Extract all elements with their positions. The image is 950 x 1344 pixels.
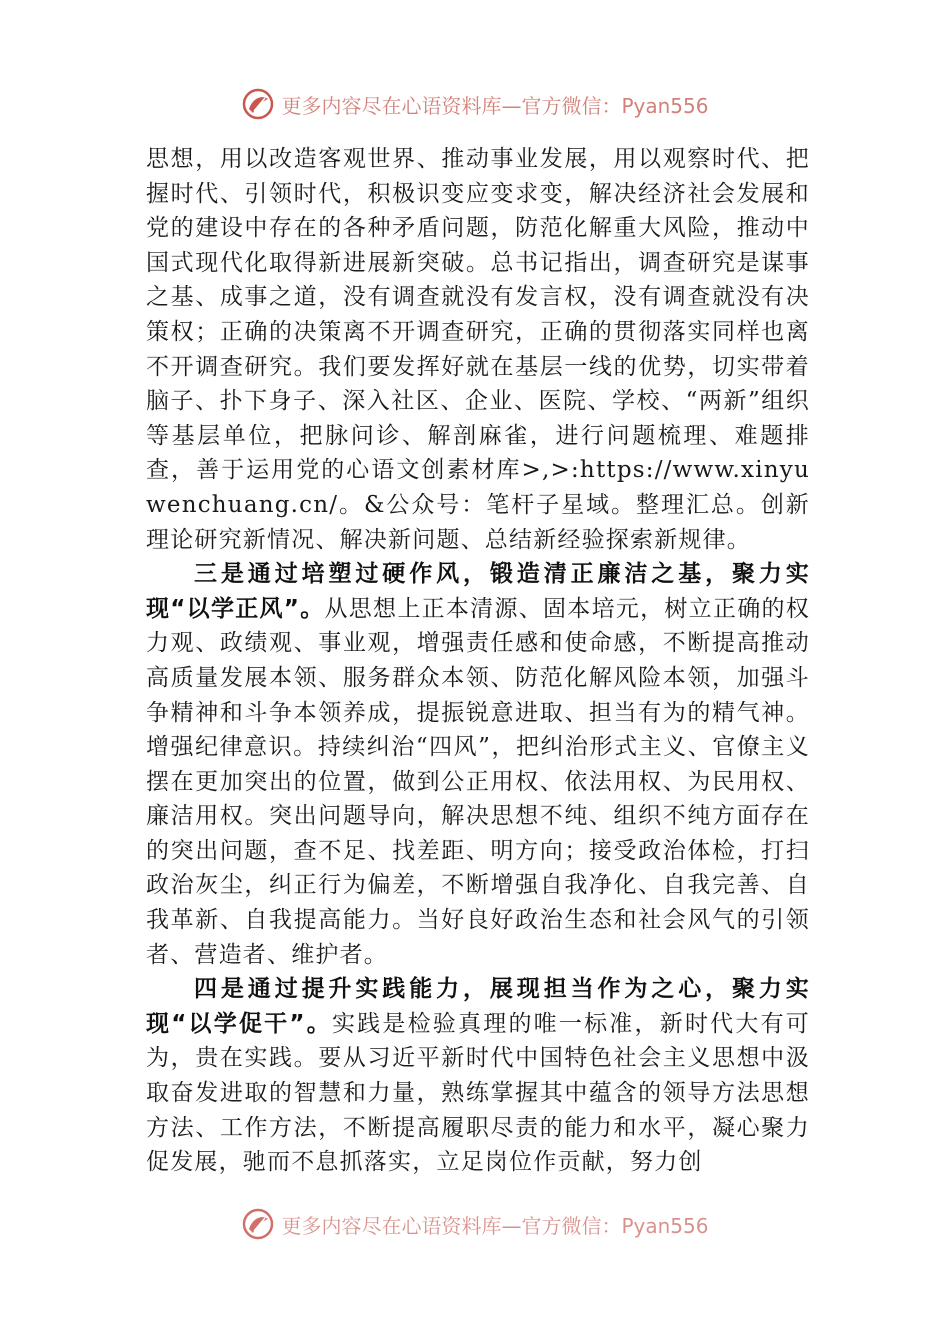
paragraph-heading: 三是通过培塑过硬作风，锻造清正廉洁之基，聚力实现“以学正风”。 (146, 561, 810, 622)
paragraph-body: 从思想上正本清源、固本培元，树立正确的权力观、政绩观、事业观，增强责任感和使命感，不断提高推动高质量发展本领、服务群众本领、防范化解风险本领，加强斗争精神和斗争本领养成，提振锐意进取、担当有为的精气神。增强纪律意识。持续纠治“四风”，把纠治形式主义、官僚主义摆在更加突出的位置，做到公正用权、依法用权、为民用权、廉洁用权。突出问题导向，解决思想不纯、组织不纯方面存在的突出问题，查不足、找差距、明方向；接受政治体检，打扫政治灰尘，纠正行为偏差，不断增强自我净化、自我完善、自我革新、自我提高能力。当好良好政治生态和社会风气的引领者、营造者、维护者。 (146, 595, 810, 968)
paragraph-1 (146, 142, 810, 557)
footer-watermark (0, 1206, 950, 1242)
paragraph-body: 思想，用以改造客观世界、推动事业发展，用以观察时代、把握时代、引领时代，积极识变应变求变，解决经济社会发展和党的建设中存在的各种矛盾问题，防范化解重大风险，推动中国式现代化取得新进展新突破。总书记指出，调查研究是谋事之基、成事之道，没有调查就没有发言权，没有调查就没有决策权；正确的决策离不开调查研究，正确的贯彻落实同样也离不开调查研究。我们要发挥好就在基层一线的优势，切实带着脑子、扑下身子、深入社区、企业、医院、学校、“两新”组织等基层单位，把脉问诊、解剖麻雀，进行问题梳理、难题排查，善于运用党的心语文创素材库>,>:https://www.xinyuwenchuang.cn/。&公众号：笔杆子星域。整理汇总。创新理论研究新情况、解决新问题、总结新经验探索新规律。 (146, 146, 810, 553)
paragraph-heading: 四是通过提升实践能力，展现担当作为之心，聚力实现“以学促干”。 (146, 976, 810, 1037)
brand-logo-icon (241, 1207, 275, 1241)
header-watermark (0, 84, 950, 124)
watermark-text: 更多内容尽在心语资料库—官方微信：Pyan556 (281, 93, 709, 118)
paragraph-3 (146, 972, 810, 1180)
paragraph-body: 实践是检验真理的唯一标准，新时代大有可为，贵在实践。要从习近平新时代中国特色社会主义思想中汲取奋发进取的智慧和力量，熟练掌握其中蕴含的领导方法思想方法、工作方法，不断提高履职尽责的能力和水平，凝心聚力促发展，驰而不息抓落实，立足岗位作贡献，努力创 (146, 1010, 810, 1176)
brand-logo-icon (241, 87, 275, 121)
paragraph-2 (146, 557, 810, 972)
watermark-text: 更多内容尽在心语资料库—官方微信：Pyan556 (281, 1213, 709, 1238)
document-body (146, 142, 810, 1212)
